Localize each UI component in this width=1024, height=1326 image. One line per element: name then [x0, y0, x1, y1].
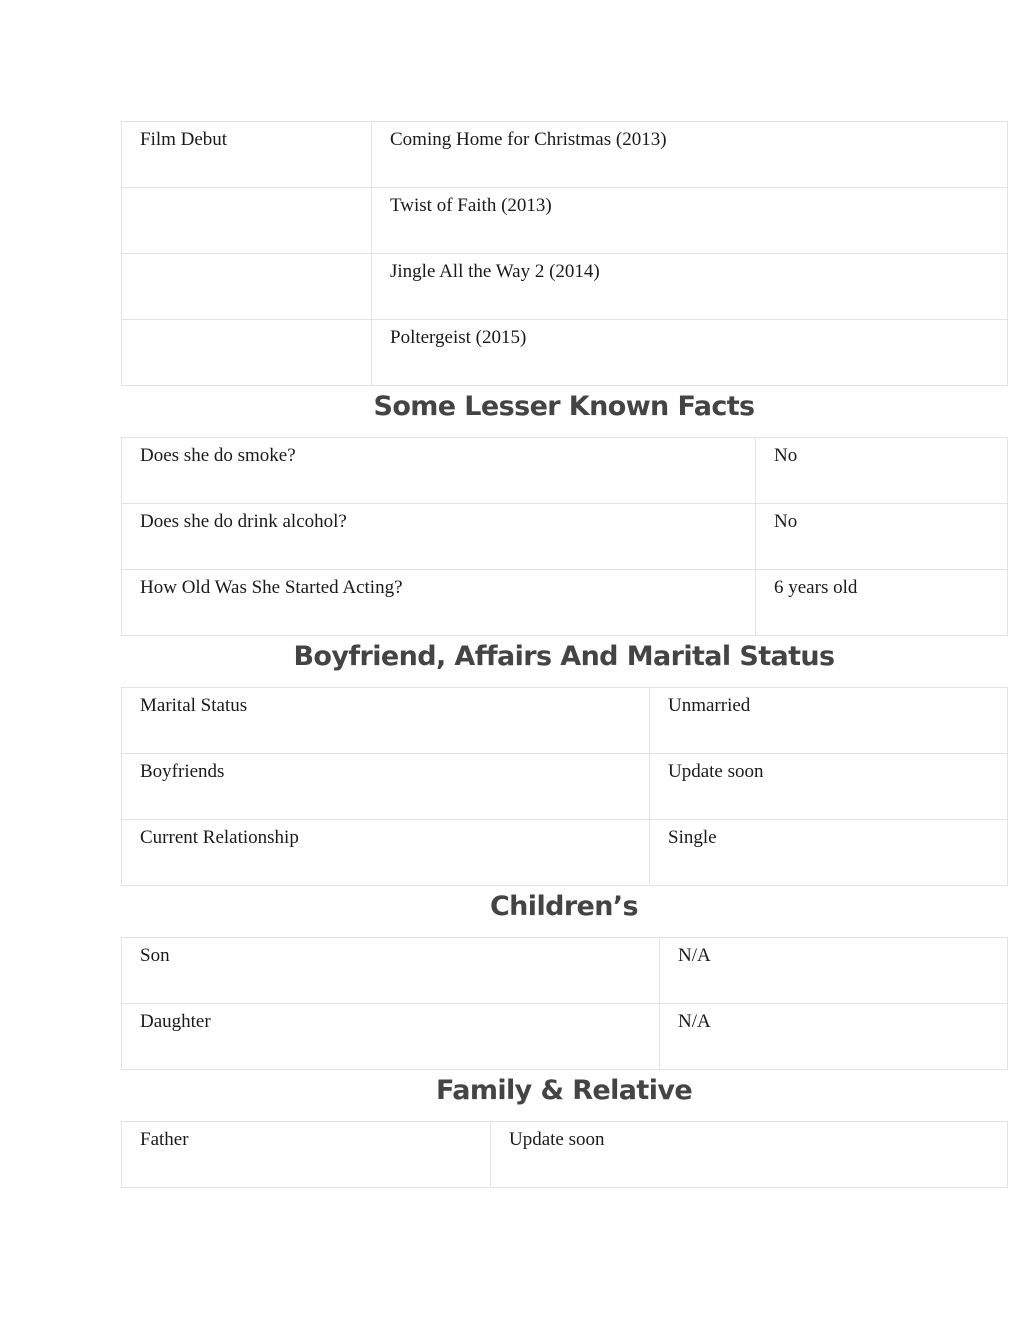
row-value: Unmarried — [650, 688, 1008, 754]
row-label — [122, 254, 372, 320]
row-value: N/A — [660, 1004, 1008, 1070]
row-value: Coming Home for Christmas (2013) — [372, 122, 1008, 188]
table-row — [122, 320, 1008, 386]
marital-heading: Boyfriend, Affairs And Marital Status — [293, 641, 835, 672]
table-row — [122, 570, 1008, 636]
row-value: N/A — [660, 938, 1008, 1004]
table-row — [122, 504, 1008, 570]
row-label: Marital Status — [122, 688, 650, 754]
row-value: 6 years old — [756, 570, 1008, 636]
facts-table — [121, 437, 1008, 636]
table-row — [122, 254, 1008, 320]
row-label: Does she do drink alcohol? — [122, 504, 756, 570]
row-value: Jingle All the Way 2 (2014) — [372, 254, 1008, 320]
row-value: Update soon — [491, 1122, 1008, 1188]
row-label: Daughter — [122, 1004, 660, 1070]
row-label: Film Debut — [122, 122, 372, 188]
table-row — [122, 438, 1008, 504]
table-row — [122, 938, 1008, 1004]
marital-table — [121, 687, 1008, 886]
family-table — [121, 1121, 1008, 1188]
table-row — [122, 820, 1008, 886]
document-page — [121, 121, 1007, 1188]
table-row — [122, 122, 1008, 188]
table-row — [122, 188, 1008, 254]
row-label — [122, 188, 372, 254]
row-label: Current Relationship — [122, 820, 650, 886]
row-value: Update soon — [650, 754, 1008, 820]
row-label — [122, 320, 372, 386]
row-value: Single — [650, 820, 1008, 886]
row-label: How Old Was She Started Acting? — [122, 570, 756, 636]
row-label: Son — [122, 938, 660, 1004]
row-label: Does she do smoke? — [122, 438, 756, 504]
facts-heading: Some Lesser Known Facts — [373, 391, 755, 422]
row-value: Poltergeist (2015) — [372, 320, 1008, 386]
table-row — [122, 754, 1008, 820]
row-value: Twist of Faith (2013) — [372, 188, 1008, 254]
row-label: Boyfriends — [122, 754, 650, 820]
film-table — [121, 121, 1008, 386]
row-value: No — [756, 438, 1008, 504]
row-label: Father — [122, 1122, 491, 1188]
table-row — [122, 1122, 1008, 1188]
children-table — [121, 937, 1008, 1070]
children-heading: Children’s — [489, 891, 639, 922]
table-row — [122, 1004, 1008, 1070]
family-heading: Family & Relative — [435, 1075, 693, 1106]
table-row — [122, 688, 1008, 754]
row-value: No — [756, 504, 1008, 570]
